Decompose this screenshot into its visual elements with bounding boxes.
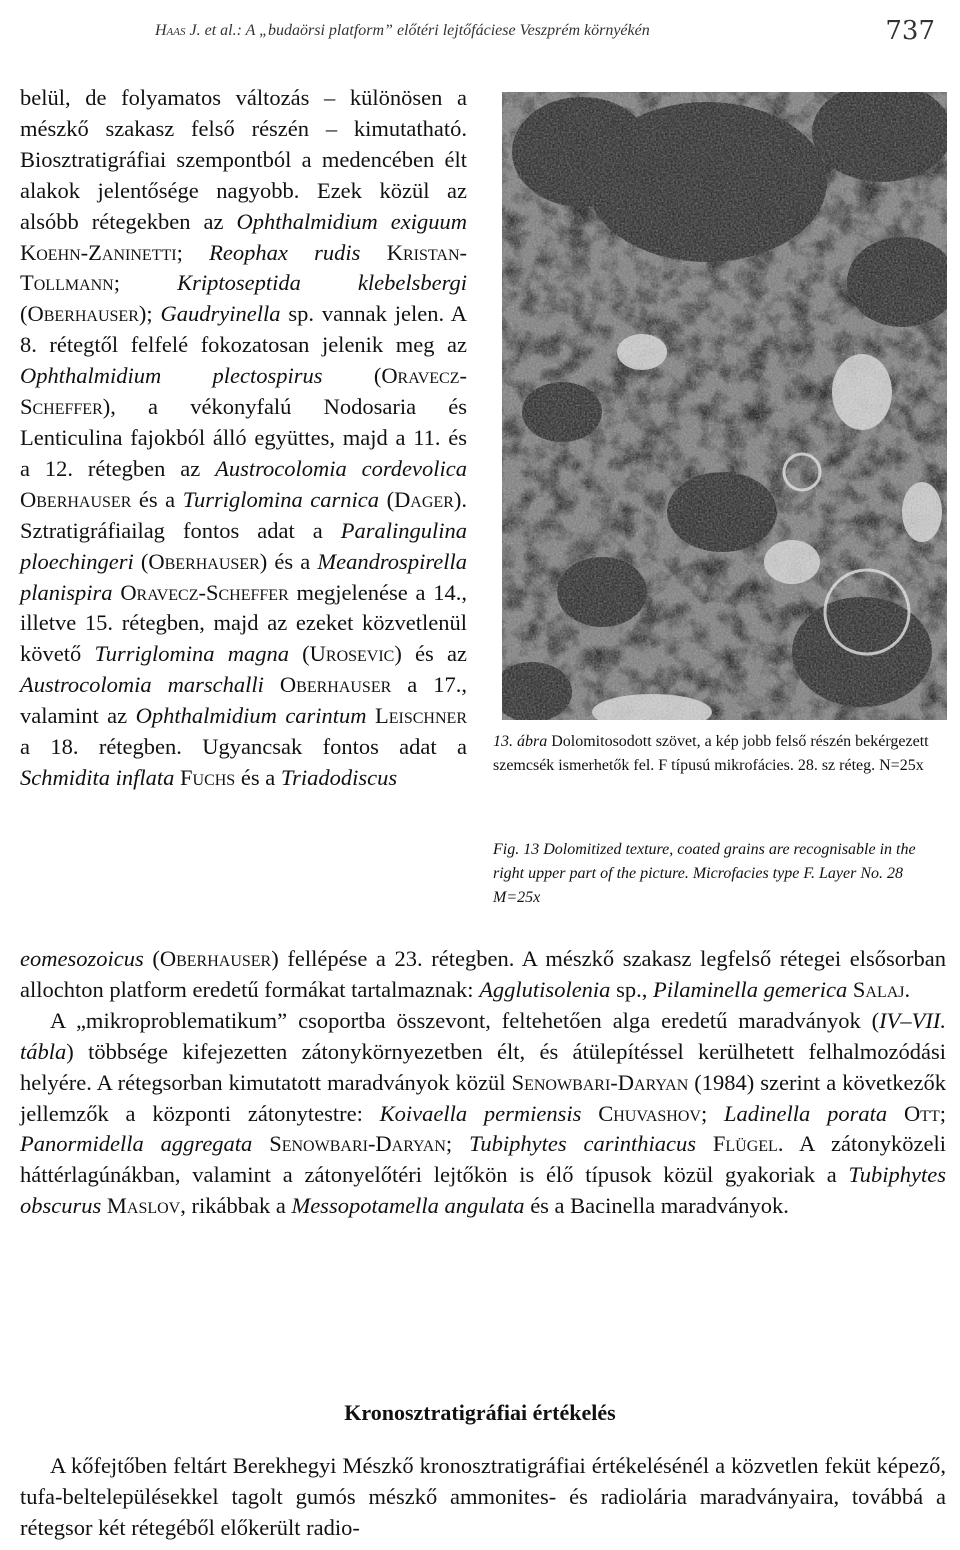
taxon-name: Meandrospirella planispira: [20, 548, 467, 605]
caption-text: Dolomitosodott szövet, a kép jobb felső részén bekérgezett szemcsék ismerhetők fel. F típusú mikrofácies. 28. sz réteg. N=25x: [493, 733, 929, 774]
taxon-name: Ophthalmidium plectospirus: [20, 363, 323, 389]
taxon-name: Koivaella permiensis: [379, 1100, 582, 1126]
author-name: Dager: [394, 486, 454, 512]
micrograph-figure: [502, 92, 947, 720]
plate-reference: IV–VII. tábla: [20, 1007, 946, 1064]
taxon-name: Pilaminella gemerica: [652, 976, 848, 1002]
paragraph: A „mikroproblematikum” csoportba összevont, feltehetően alga eredetű maradványok (IV–VII. tábla) többsége kifejezetten zátonykörnyezetben élt, és átülepítéssel kerülhetett felhalmozódási helyére. A rétegsorban kimutatott maradványok közül Senowbari-Daryan (1984) szerint a következők jellemzők a központi zátonytestre: Koivaella permiensis Chuvashov; Ladinella porata Ott; Panormidella aggregata Senowbari-Daryan; Tubiphytes carinthiacus Flügel. A zátonyközeli háttérlagúnákban, valamint a zátonyelőtéri lejtőkön is élő típusok közül gyakoriak a Tubiphytes obscurus Maslov, rikábbak a Messopotamella angulata és a Bacinella maradványok.: [20, 1007, 946, 1219]
author-name: Salaj: [852, 976, 905, 1002]
taxon-name: Schmidita inflata: [20, 764, 175, 790]
taxon-name: Ladinella porata: [724, 1100, 888, 1126]
author-name: Koehn-Zaninetti: [20, 239, 177, 265]
full-width-text: [20, 944, 946, 1222]
taxon-name: Reophax rudis: [209, 239, 361, 265]
left-column-text: [20, 83, 467, 794]
author-name: Chuvashov: [598, 1100, 701, 1126]
author-name: Oberhauser: [159, 946, 272, 971]
author-name: Fuchs: [180, 764, 236, 790]
author-name: Flügel: [712, 1131, 778, 1157]
taxon-name: Tubiphytes obscurus: [20, 1162, 946, 1219]
taxon-name: Austrocolomia marschalli: [20, 672, 264, 698]
author-name: Oberhauser: [279, 672, 392, 698]
author-name: Urosevic: [309, 641, 395, 667]
taxon-name: Triadodiscus: [280, 764, 398, 790]
taxon-name: eomesozoicus: [20, 946, 144, 971]
taxon-name: Agglutisolenia: [479, 976, 611, 1002]
page-number: 737: [885, 16, 935, 46]
running-header: [155, 16, 935, 46]
author-name: Senowbari-Daryan: [269, 1131, 446, 1157]
author-name: Oberhauser: [20, 486, 132, 512]
figure-caption-hungarian: [493, 730, 948, 778]
paragraph: A kőfejtőben feltárt Berekhegyi Mészkő kronosztratigráfiai értékelésénél a közvetlen feküt képező, tufa-beltelepülésekkel tagolt gumós mészkő ammonites- és radiolária maradványaira, továbbá a rétegsor két rétegéből előkerült radio-: [20, 1453, 946, 1540]
taxon-name: Tubiphytes carinthiacus: [469, 1131, 696, 1157]
author-name: Senowbari-Daryan: [511, 1069, 689, 1095]
caption-text: Fig. 13 Dolomitized texture, coated grains are recognisable in the right upper part of the picture. Microfacies type F. Layer No. 28 M=25x: [493, 841, 916, 906]
paragraph: belül, de folyamatos változás – különösen a mészkő szakasz felső részén – kimutatható. Biosztratigráfiai szempontból a medencében élt alakok jelentősége nagyobb. Ezek közül az alsóbb rétegekben az Ophthalmidium exiguum Koehn-Zaninetti; Reophax rudis Kristan-Tollmann; Kriptoseptida klebelsbergi (Oberhauser); Gaudryinella sp. vannak jelen. A 8. rétegtől felfelé fokozatosan jelenik meg az Ophthalmidium plectospirus (Oravecz-Scheffer), a vékonyfalú Nodosaria és Lenticulina fajokból álló együttes, majd a 11. és a 12. rétegben az Austrocolomia cordevolica Oberhauser és a Turriglomina carnica (Dager). Sztratigráfiailag fontos adat a Paralingulina ploechingeri (Oberhauser) és a Meandrospirella planispira Oravecz-Scheffer megjelenése a 14., illetve 15. rétegben, majd az ezeket közvetlenül követő Turriglomina magna (Urosevic) és az Austrocolomia marschalli Oberhauser a 17., valamint az Ophthalmidium carintum Leischner a 18. rétegben. Ugyancsak fontos adat a Schmidita inflata Fuchs és a Triadodiscus: [20, 85, 467, 790]
micrograph-image: [502, 92, 947, 720]
taxon-name: Turriglomina carnica: [182, 486, 380, 512]
taxon-name: Ophthalmidium carintum: [135, 703, 367, 729]
taxon-name: Austrocolomia cordevolica: [215, 455, 467, 481]
taxon-name: Turriglomina magna: [94, 641, 289, 667]
header-authors: Haas J.: [155, 22, 201, 39]
author-name: Kristan-Tollmann: [20, 239, 467, 296]
author-name: Oberhauser: [27, 301, 139, 327]
section-heading: Kronosztratigráfiai értékelés: [344, 1400, 616, 1425]
taxon-name: Kriptoseptida klebelsbergi: [177, 270, 467, 296]
figure-label: ábra: [517, 733, 548, 750]
figure-number: 13.: [493, 733, 517, 750]
author-name: Ott: [903, 1100, 940, 1126]
taxon-name: Gaudryinella: [160, 301, 281, 327]
figure-caption-english: [493, 838, 948, 910]
paragraph: eomesozoicus (Oberhauser) fellépése a 23. rétegben. A mészkő szakasz legfelső rétegei elsősorban allochton platform eredetű formákat tartalmaznak: Agglutisolenia sp., Pilaminella gemerica Salaj.: [20, 946, 946, 1002]
author-name: Oravecz-Scheffer: [20, 363, 467, 420]
taxon-name: Panormidella aggregata: [20, 1131, 253, 1157]
author-name: Leischner: [375, 703, 467, 729]
taxon-name: Paralingulina ploechingeri: [20, 517, 467, 574]
taxon-name: Messopotamella angulata: [291, 1193, 525, 1219]
author-name: Oravecz-Scheffer: [120, 579, 289, 605]
author-name: Oberhauser: [148, 548, 260, 574]
running-title: [155, 22, 650, 40]
author-name: Maslov: [106, 1193, 181, 1219]
section-body-text: [20, 1450, 946, 1543]
taxon-name: Ophthalmidium exiguum: [236, 208, 467, 234]
header-title: et al.: A „budaörsi platform” előtéri lejtőfáciese Veszprém környékén: [200, 22, 650, 39]
